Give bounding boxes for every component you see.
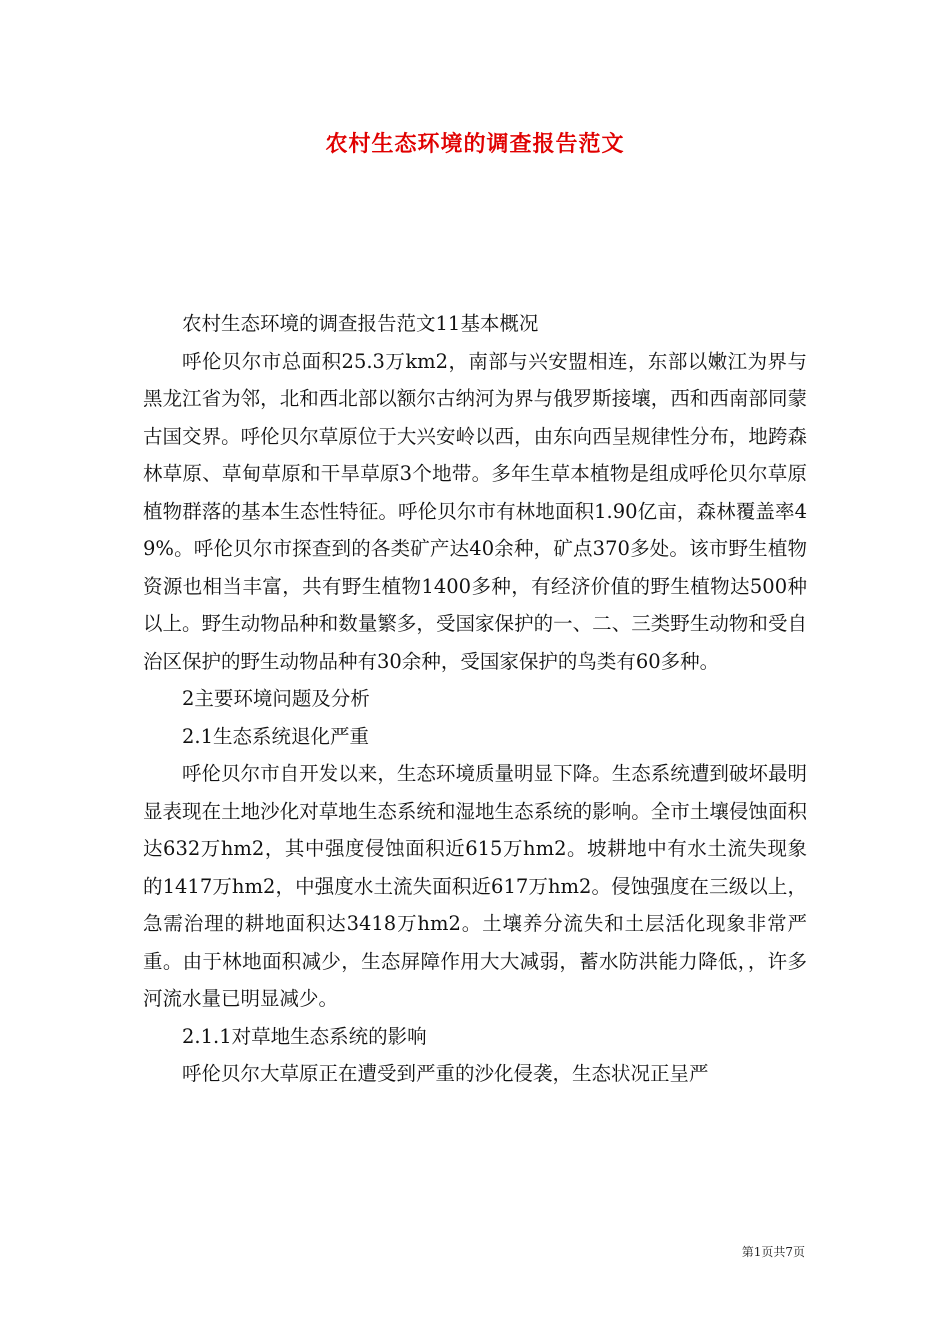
paragraph-section-2-1-1-heading: 2.1.1对草地生态系统的影响 (182, 1024, 427, 1048)
paragraph-overview: 呼伦贝尔市总面积25.3万km2，南部与兴安盟相连，东部以嫩江为界与黑龙江省为邻，北和西北部以额尔古纳河为界与俄罗斯接壤，西和西南部同蒙古国交界。呼伦贝尔草原位于大兴安岭以西，由东向西呈规律性分布，地跨森林草原、草甸草原和干旱草原3个地带。多年生草本植物是组成呼伦贝尔草原植物群落的基本生态性特征。呼伦贝尔市有林地面积1.90亿亩，森林覆盖率49%。呼伦贝尔市探查到的各类矿产达40余种，矿点370多处。该市野生植物资源也相当丰富，共有野生植物1400多种，有经济价值的野生植物达500种以上。野生动物品种和数量繁多，受国家保护的一、二、三类野生动物和受自治区保护的野生动物品种有30余种，受国家保护的鸟类有60多种。 (143, 349, 807, 673)
paragraph-section-2-1-heading: 2.1生态系统退化严重 (182, 724, 370, 748)
paragraph-overview-heading: 农村生态环境的调查报告范文11基本概况 (182, 312, 539, 335)
paragraph-section-2-heading: 2主要环境问题及分析 (182, 687, 370, 710)
page-number: 第1页共7页 (741, 1245, 805, 1259)
paragraph-section-2-1-1: 呼伦贝尔大草原正在遭受到严重的沙化侵袭，生态状况正呈严 (182, 1062, 709, 1085)
document-body (143, 305, 807, 1093)
document-title: 农村生态环境的调查报告范文 (325, 131, 625, 157)
paragraph-section-2-1: 呼伦贝尔市自开发以来，生态环境质量明显下降。生态系统遭到破坏最明显表现在土地沙化对草地生态系统和湿地生态系统的影响。全市土壤侵蚀面积达632万hm2，其中强度侵蚀面积近615万hm2。坡耕地中有水土流失现象的1417万hm2，中强度水土流失面积近617万hm2。侵蚀强度在三级以上，急需治理的耕地面积达3418万hm2。土壤养分流失和土层活化现象非常严重。由于林地面积减少，生态屏障作用大大减弱，蓄水防洪能力降低，，许多河流水量已明显减少。 (143, 762, 807, 1010)
